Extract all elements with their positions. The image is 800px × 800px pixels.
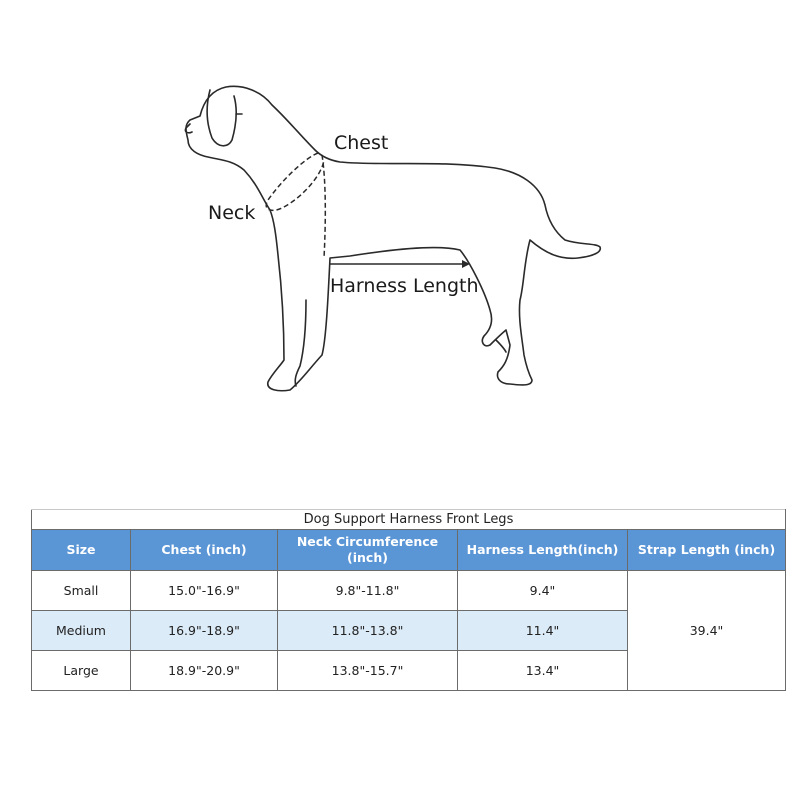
cell-neck: 11.8"-13.8" [278,611,458,651]
label-neck: Neck [208,202,256,224]
cell-chest: 15.0"-16.9" [131,571,278,611]
cell-strap-length: 39.4" [628,571,786,691]
label-harness-length: Harness Length [330,275,479,297]
cell-chest: 18.9"-20.9" [131,651,278,691]
size-chart [31,509,785,691]
dog-outline [185,86,600,390]
cell-size: Small [32,571,131,611]
header-size: Size [32,530,131,571]
header-neck [278,530,458,571]
cell-harness-length: 13.4" [458,651,628,691]
header-neck-text: Neck Circumference (inch) [296,534,439,565]
header-strap-length: Strap Length (inch) [628,530,786,571]
cell-chest: 16.9"-18.9" [131,611,278,651]
cell-neck: 13.8"-15.7" [278,651,458,691]
cell-harness-length: 11.4" [458,611,628,651]
cell-size: Large [32,651,131,691]
cell-harness-length: 9.4" [458,571,628,611]
chest-line-guide [322,155,325,258]
label-chest: Chest [334,132,389,154]
harness-length-arrow [330,260,470,268]
table-row [32,571,786,611]
cell-neck: 9.8"-11.8" [278,571,458,611]
measurement-guides [266,153,325,258]
header-harness-length: Harness Length(inch) [458,530,628,571]
cell-size: Medium [32,611,131,651]
neck-circle-guide [266,153,324,210]
header-chest: Chest (inch) [131,530,278,571]
size-chart-table [31,509,786,691]
table-caption: Dog Support Harness Front Legs [32,510,786,530]
